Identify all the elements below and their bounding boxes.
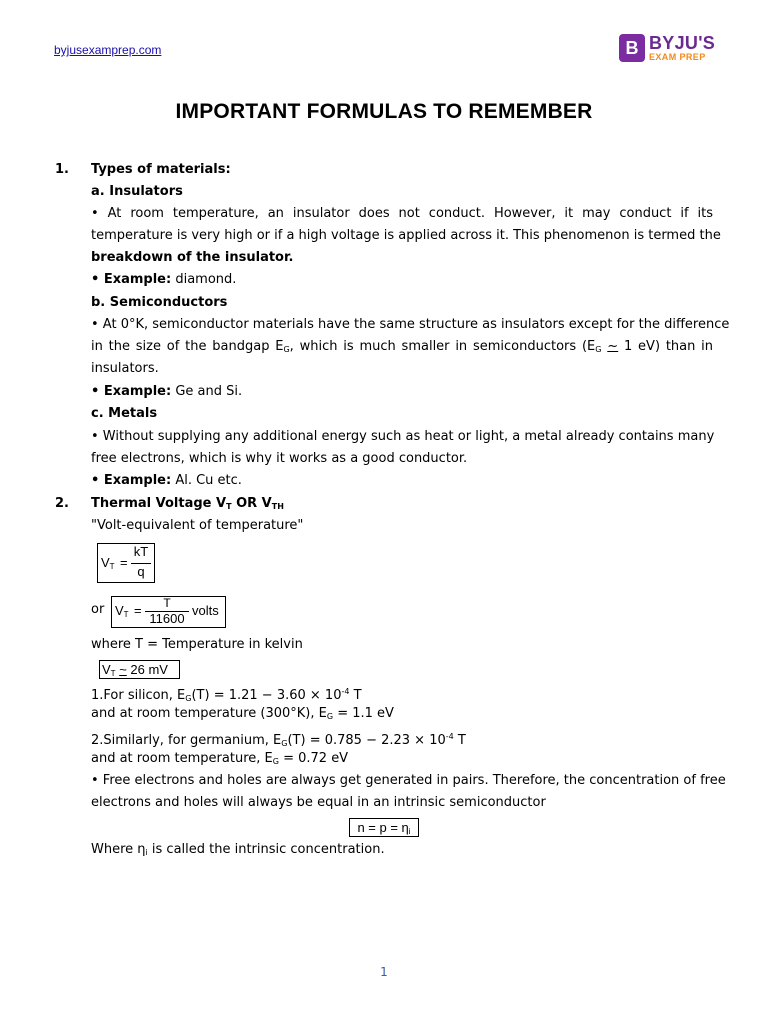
subscript: T (123, 610, 129, 619)
superscript: -4 (445, 732, 454, 741)
formula-denominator: 11600 (149, 611, 185, 626)
text-part: = 1.1 eV (333, 706, 394, 721)
insulators-text-1: • At room temperature, an insulator does not conduct. However, it may conduct if its (91, 206, 713, 221)
section-1-heading: Types of materials: (91, 162, 231, 177)
text-part: 1.For silicon, E (91, 688, 186, 703)
subscript: G (595, 345, 602, 354)
germanium-eg-formula (91, 726, 713, 748)
site-link[interactable]: byjusexamprep.com (54, 43, 162, 57)
vt-26mv-box (99, 660, 180, 679)
semiconductors-text-1: • At 0°K, semiconductor materials have the same structure as insulators except for the difference (91, 317, 730, 332)
where-t-text: where T = Temperature in kelvin (91, 637, 303, 652)
insulators-text-3: breakdown of the insulator. (91, 250, 294, 265)
formula-lhs (115, 603, 129, 619)
vt-symbol: V (102, 662, 111, 677)
formula-eq: = (134, 603, 142, 618)
insulators-heading: a. Insulators (91, 184, 183, 199)
metals-text-2: free electrons, which is why it works as a good conductor. (91, 451, 468, 466)
example-label: • Example: (91, 473, 172, 488)
vt-value: 26 mV (126, 662, 168, 677)
text-part: T (453, 733, 466, 748)
text-part: in the size of the bandgap E (91, 339, 284, 354)
subscript: T (110, 669, 116, 678)
logo-text (649, 34, 715, 62)
approx-symbol: ~ (607, 339, 619, 354)
example-label: • Example: (91, 384, 172, 399)
text-part: T (349, 688, 362, 703)
lhs-symbol: V (115, 603, 124, 618)
subscript: TH (271, 502, 284, 511)
subscript: G (272, 757, 279, 766)
logo-main-text: BYJU'S (649, 33, 716, 53)
text-part: and at room temperature (300°K), E (91, 706, 327, 721)
formula-eq: = (120, 555, 128, 570)
logo-badge-icon: B (619, 34, 645, 62)
subscript: i (145, 848, 148, 857)
example-label: • Example: (91, 272, 172, 287)
section-2-heading (91, 493, 713, 515)
page-title: IMPORTANT FORMULAS TO REMEMBER (175, 100, 593, 123)
n-p-ni-box (349, 818, 419, 837)
text-part: (T) = 0.785 − 2.23 × 10 (287, 733, 446, 748)
pairs-text-2: electrons and holes will always be equal in an intrinsic semiconductor (91, 795, 546, 810)
text-part: = 0.72 eV (278, 751, 349, 766)
superscript: -4 (341, 687, 350, 696)
pairs-text-1: • Free electrons and holes are always get generated in pairs. Therefore, the concentration of free (91, 773, 726, 788)
text-part: is called the intrinsic concentration. (147, 842, 385, 857)
subscript: G (326, 712, 334, 721)
silicon-eg-formula (91, 681, 713, 703)
logo-sub-text: EXAM PREP (649, 52, 706, 62)
semiconductors-text-3: insulators. (91, 361, 159, 376)
formula-numerator: kT (133, 544, 149, 559)
formula-vt-t-11600 (111, 596, 226, 628)
semiconductors-example (91, 381, 713, 403)
metals-example (91, 470, 713, 492)
subscript: T (109, 562, 115, 571)
npn-text: n = p = η (357, 820, 409, 835)
subscript: G (283, 345, 290, 354)
formula-numerator: T (163, 596, 171, 610)
section-1-number: 1. (55, 162, 69, 177)
text-part: , which is much smaller in semiconductors (E (289, 339, 596, 354)
formula-denominator: q (137, 564, 145, 579)
byjus-logo (619, 33, 715, 63)
metals-heading: c. Metals (91, 406, 158, 421)
or-text: or (91, 602, 105, 617)
text-part: (T) = 1.21 − 3.60 × 10 (191, 688, 342, 703)
germanium-room-temp (91, 748, 713, 770)
example-value: diamond. (171, 272, 237, 287)
example-value: Al. Cu etc. (171, 473, 242, 488)
formula-lhs (101, 555, 115, 571)
volt-equivalent-quote: "Volt-equivalent of temperature" (91, 518, 304, 533)
silicon-room-temp (91, 703, 713, 725)
formula-vt-kt-q (97, 543, 155, 583)
text-part: 2.Similarly, for germanium, E (91, 733, 282, 748)
example-value: Ge and Si. (171, 384, 243, 399)
insulators-text-2: temperature is very high or if a high voltage is applied across it. This phenomenon is termed the (91, 228, 721, 243)
page-number: 1 (380, 965, 388, 979)
subscript: G (185, 694, 192, 703)
metals-text-1: • Without supplying any additional energy such as heat or light, a metal already contains many (91, 429, 715, 444)
section-2-number: 2. (55, 496, 69, 511)
text-part: and at room temperature, E (91, 751, 273, 766)
semiconductors-text-2 (91, 336, 713, 358)
insulators-example (91, 269, 713, 291)
where-ni-text (91, 839, 713, 861)
subscript: i (408, 827, 411, 836)
semiconductors-heading: b. Semiconductors (91, 295, 228, 310)
text-part: Where η (91, 842, 146, 857)
heading-part: Thermal Voltage V (91, 496, 227, 511)
lhs-symbol: V (101, 555, 110, 570)
approx-symbol: ~ (119, 662, 127, 677)
heading-part: OR V (231, 496, 272, 511)
subscript: T (226, 502, 232, 511)
text-part: 1 eV) than in (618, 339, 714, 354)
formula-unit: volts (192, 603, 219, 618)
subscript: G (281, 739, 288, 748)
